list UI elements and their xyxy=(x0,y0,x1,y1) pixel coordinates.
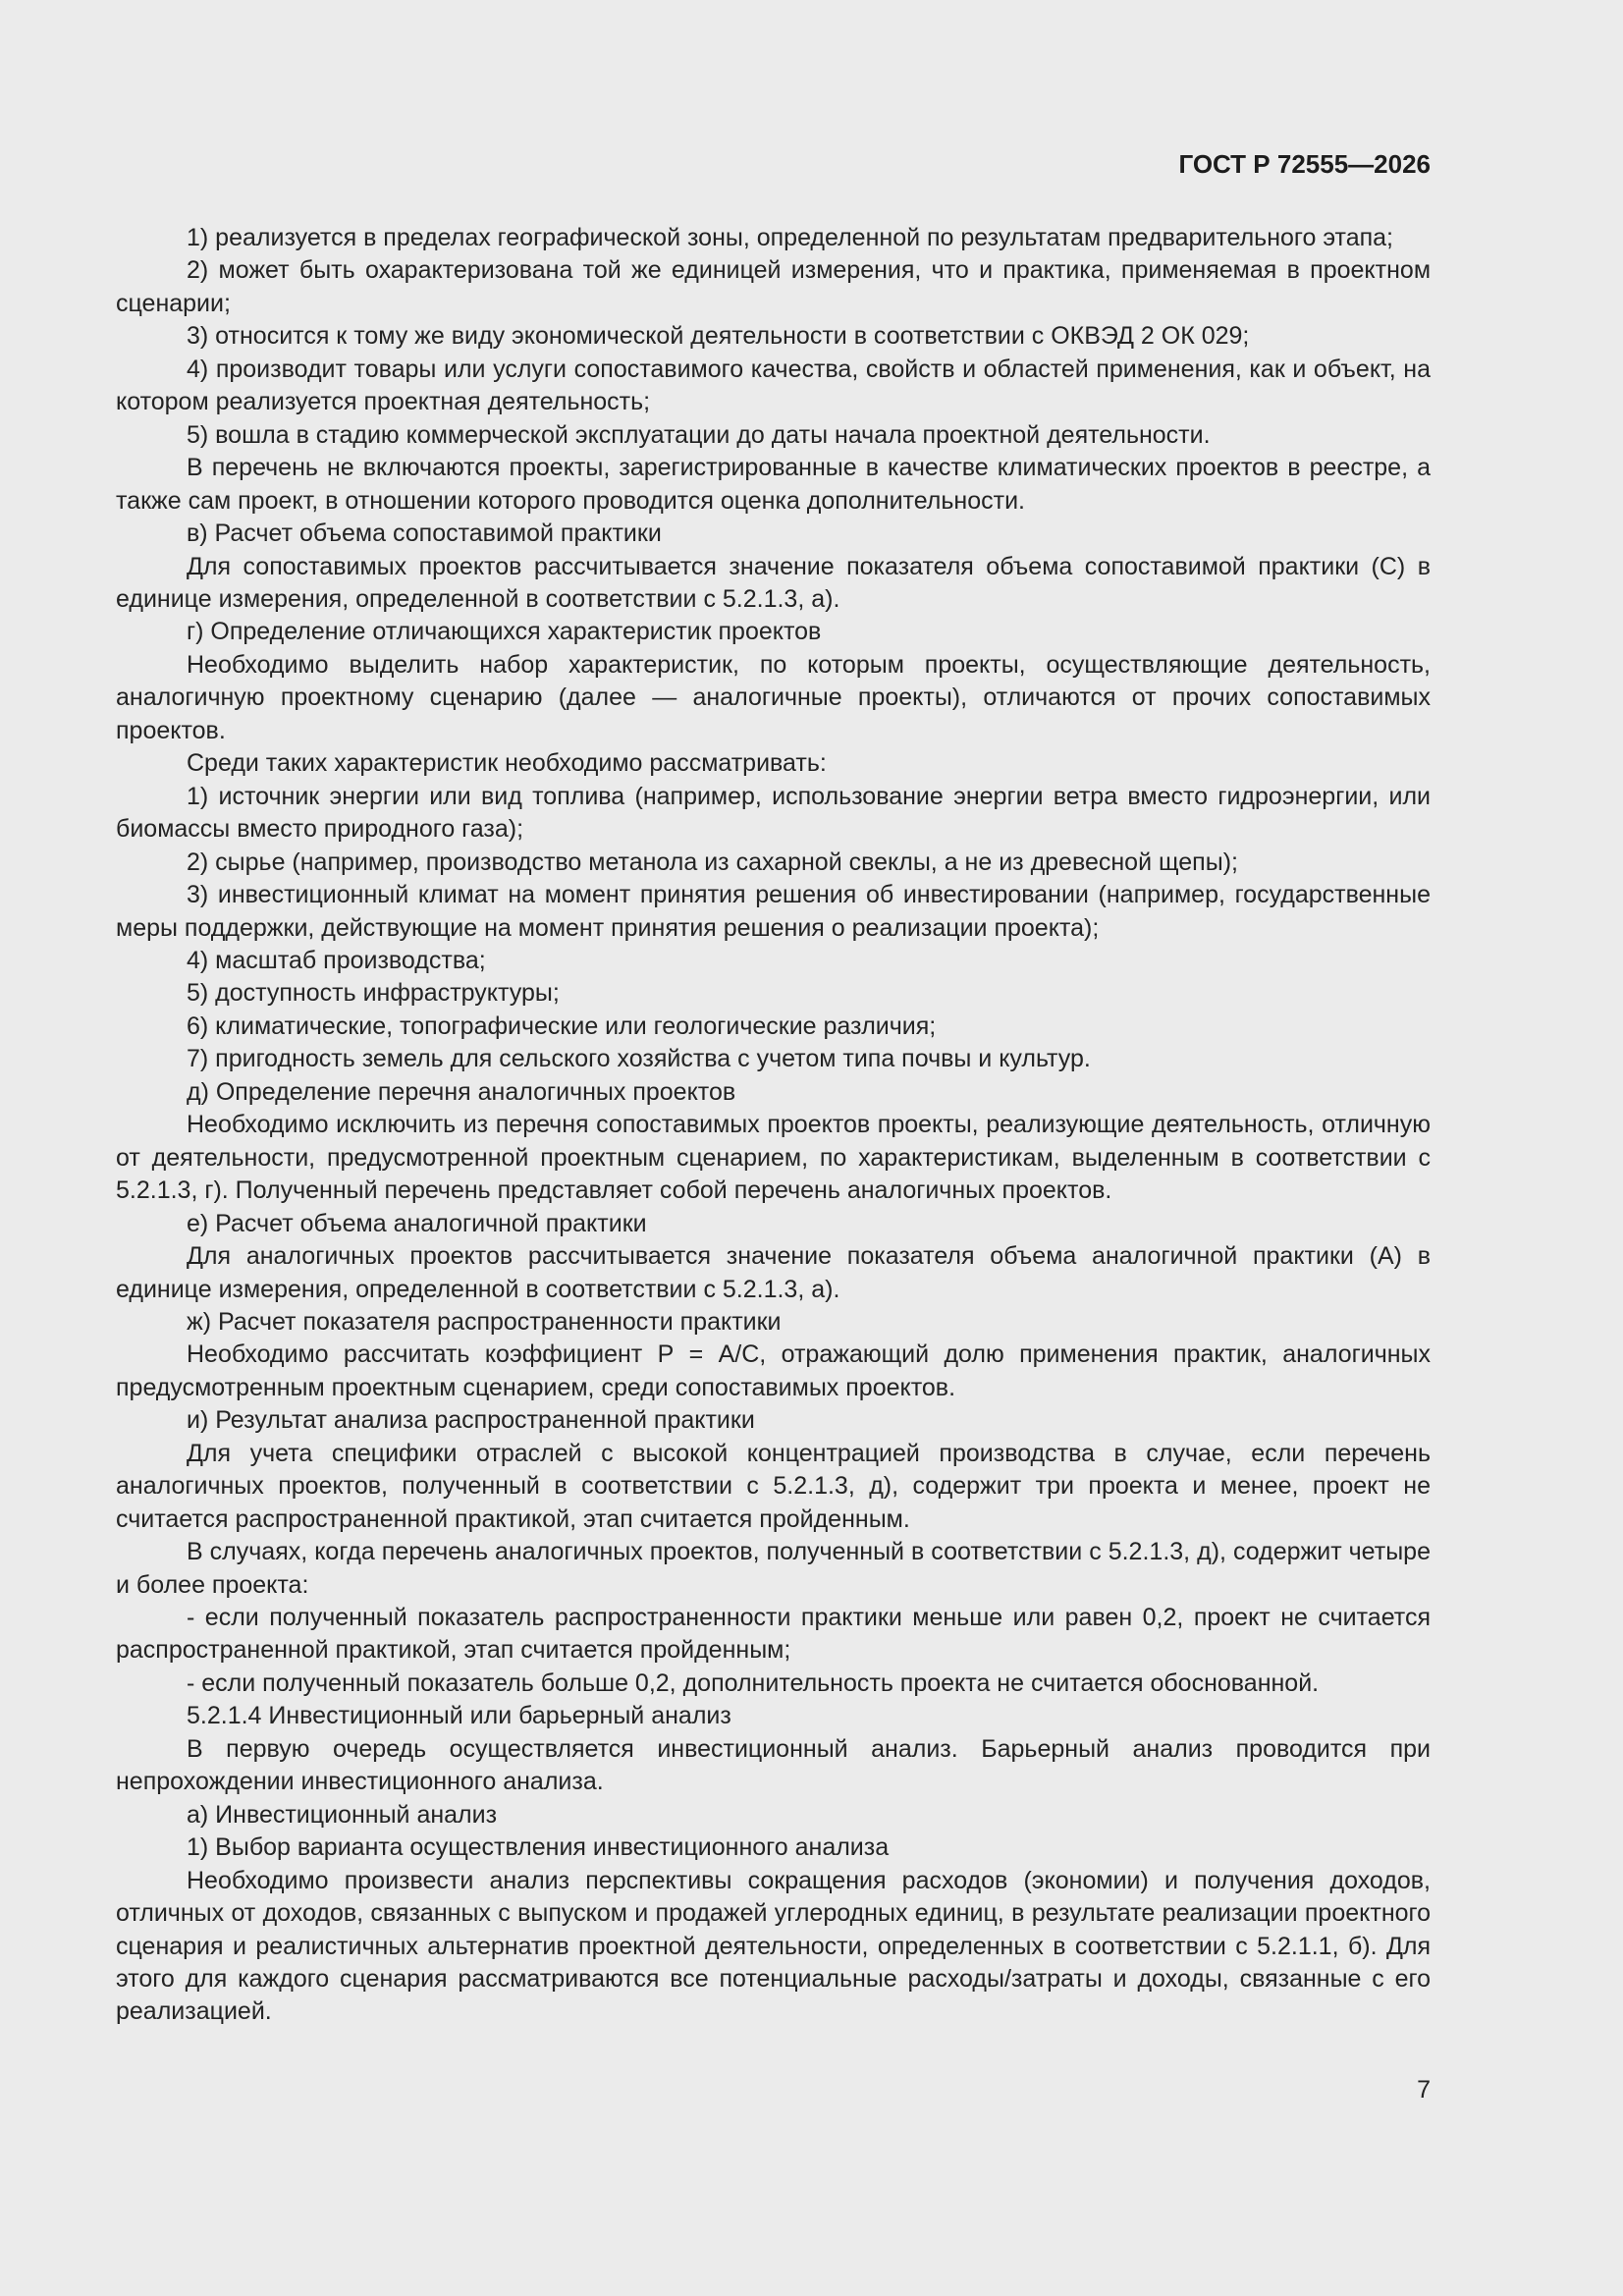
paragraph: Среди таких характеристик необходимо рассматривать: xyxy=(187,749,827,778)
paragraph: Необходимо произвести анализ перспективы сокращения расходов (экономии) и получения доходов, отличных от доходов, связанных с выпуском и продажей углеродных единиц, в результате реализации проектного сценария и реалистичных альтернатив проектной деятельности, определенных в соответствии с 5.2.1.1, б). Для этого для каждого сценария рассматриваются все потенциальные расходы/затраты и доходы, связанные с его реализацией. xyxy=(116,1866,1431,2026)
list-item: 3) относится к тому же виду экономической деятельности в соответствии с ОКВЭД 2 ОК 029; xyxy=(187,322,1250,351)
list-item: - если полученный показатель больше 0,2, дополнительность проекта не считается обоснованной. xyxy=(187,1668,1320,1697)
list-item: 3) инвестиционный климат на момент принятия решения об инвестировании (например, государственные меры поддержки, действующие на момент принятия решения о реализации проекта); xyxy=(116,881,1431,942)
paragraph: Необходимо выделить набор характеристик, по которым проекты, осуществляющие деятельность, аналогичную проектному сценарию (далее — аналогичные проекты), отличаются от прочих сопоставимых проектов. xyxy=(116,650,1431,744)
paragraph: Необходимо исключить из перечня сопоставимых проектов проекты, реализующие деятельность, отличную от деятельности, предусмотренной проектным сценарием, по характеристикам, выделенным в соответствии с 5.2.1.3, г). Полученный перечень представляет собой перечень аналогичных проектов. xyxy=(116,1111,1431,1205)
paragraph: В случаях, когда перечень аналогичных проектов, полученный в соответствии с 5.2.1.3, д), содержит четыре и более проекта: xyxy=(116,1538,1431,1599)
paragraph: Для сопоставимых проектов рассчитывается значение показателя объема сопоставимой практики (С) в единице измерения, определенной в соответствии с 5.2.1.3, а). xyxy=(116,552,1431,613)
subsection-heading: д) Определение перечня аналогичных проектов xyxy=(187,1077,736,1106)
list-item: 4) масштаб производства; xyxy=(187,946,486,974)
list-item: 1) реализуется в пределах географической зоны, определенной по результатам предварительного этапа; xyxy=(187,224,1393,251)
page-number: 7 xyxy=(1417,2076,1431,2104)
subsection-heading: 1) Выбор варианта осуществления инвестиционного анализа xyxy=(187,1833,890,1862)
subsection-heading: а) Инвестиционный анализ xyxy=(187,1800,498,1829)
list-item: 5) доступность инфраструктуры; xyxy=(187,979,560,1008)
section-heading: 5.2.1.4 Инвестиционный или барьерный анализ xyxy=(187,1702,731,1730)
list-item: 6) климатические, топографические или геологические различия; xyxy=(187,1011,937,1040)
subsection-heading: г) Определение отличающихся характеристик проектов xyxy=(187,618,822,646)
list-item: 1) источник энергии или вид топлива (например, использование энергии ветра вместо гидроэнергии, или биомассы вместо природного газа); xyxy=(116,782,1431,844)
subsection-heading: и) Результат анализа распространенной практики xyxy=(187,1406,755,1435)
list-item: 5) вошла в стадию коммерческой эксплуатации до даты начала проектной деятельности. xyxy=(187,420,1211,449)
subsection-heading: в) Расчет объема сопоставимой практики xyxy=(187,519,662,548)
document-code: ГОСТ Р 72555—2026 xyxy=(1178,149,1431,179)
paragraph: Для учета специфики отраслей с высокой концентрацией производства в случае, если перечень аналогичных проектов, полученный в соответствии с 5.2.1.3, д), содержит три проекта и менее, проект не считается распространенной практикой, этап считается пройденным. xyxy=(116,1439,1431,1533)
list-item: 2) сырье (например, производство метанола из сахарной свеклы, а не из древесной щепы); xyxy=(187,847,1238,876)
subsection-heading: е) Расчет объема аналогичной практики xyxy=(187,1209,647,1237)
list-item: 2) может быть охарактеризована той же единицей измерения, что и практика, применяемая в проектном сценарии; xyxy=(116,256,1431,317)
paragraph: Для аналогичных проектов рассчитывается значение показателя объема аналогичной практики (А) в единице измерения, определенной в соответствии с 5.2.1.3, а). xyxy=(116,1242,1431,1303)
list-item: 7) пригодность земель для сельского хозяйства с учетом типа почвы и культур. xyxy=(187,1045,1091,1073)
subsection-heading: ж) Расчет показателя распространенности практики xyxy=(187,1307,782,1336)
paragraph: В первую очередь осуществляется инвестиционный анализ. Барьерный анализ проводится при непрохождении инвестиционного анализа. xyxy=(116,1734,1431,1796)
body-text xyxy=(116,222,1431,2029)
list-item: - если полученный показатель распространенности практики меньше или равен 0,2, проект не считается распространенной практикой, этап считается пройденным; xyxy=(116,1604,1431,1665)
list-item: 4) производит товары или услуги сопоставимого качества, свойств и областей применения, как и объект, на котором реализуется проектная деятельность; xyxy=(116,355,1431,416)
paragraph: Необходимо рассчитать коэффициент Р = А/С, отражающий долю применения практик, аналогичных предусмотренным проектным сценарием, среди сопоставимых проектов. xyxy=(116,1340,1431,1401)
paragraph: В перечень не включаются проекты, зарегистрированные в качестве климатических проектов в реестре, а также сам проект, в отношении которого проводится оценка дополнительности. xyxy=(116,454,1431,515)
